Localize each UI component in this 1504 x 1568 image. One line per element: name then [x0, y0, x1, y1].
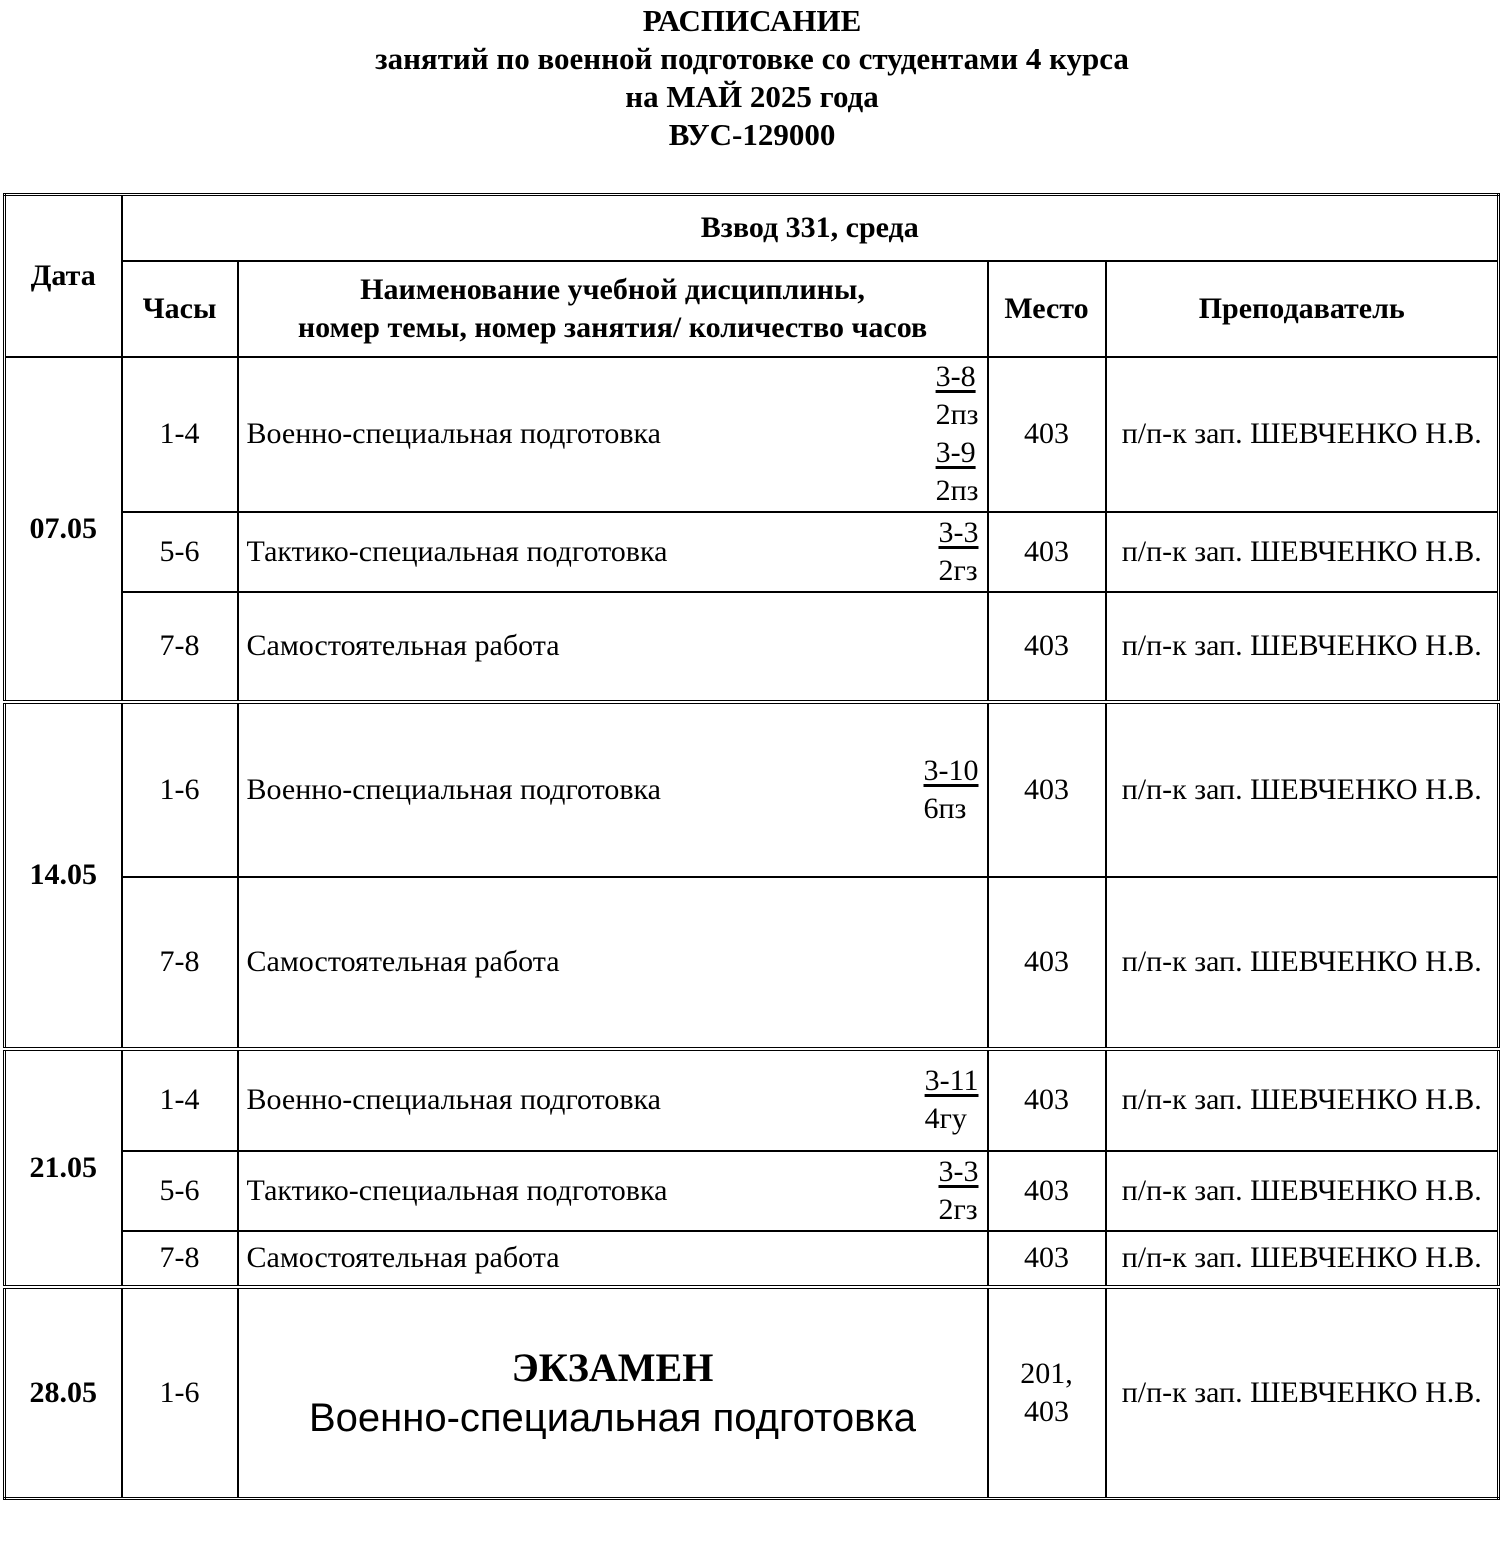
lesson-codes	[936, 358, 979, 510]
discipline-wrap	[239, 514, 987, 590]
table-row	[5, 1151, 1499, 1231]
header-discipline-line2: номер темы, номер занятия/ количество часов	[297, 310, 928, 344]
place-cell: 403	[988, 1049, 1106, 1151]
discipline-wrap	[239, 945, 987, 979]
discipline-wrap	[239, 1153, 987, 1229]
hours-cell: 1-6	[122, 702, 238, 877]
topic-lesson-number: 3-8	[935, 360, 976, 393]
header-place: Место	[988, 261, 1106, 357]
table-row	[5, 512, 1499, 592]
place-cell: 403	[988, 702, 1106, 877]
topic-lesson-number: 3-10	[923, 753, 979, 787]
table-row	[5, 1049, 1499, 1151]
discipline-name: Тактико-специальная подготовка	[246, 534, 668, 568]
hours-cell: 5-6	[122, 1151, 238, 1231]
header-teacher: Преподаватель	[1106, 261, 1499, 357]
teacher-cell: п/п-к зап. ШЕВЧЕНКО Н.В.	[1106, 512, 1499, 592]
hours-cell: 7-8	[122, 1231, 238, 1287]
lesson-codes	[925, 1062, 979, 1138]
lesson-hours-type: 2гз	[938, 553, 978, 587]
table-row	[5, 357, 1499, 512]
table-row	[5, 592, 1499, 702]
date-cell: 21.05	[5, 1049, 122, 1287]
schedule-table	[3, 193, 1500, 1500]
date-cell: 07.05	[5, 357, 122, 702]
discipline-wrap	[239, 1241, 987, 1275]
discipline-name: Самостоятельная работа	[246, 1241, 560, 1274]
place-cell: 403	[988, 877, 1106, 1049]
header-platoon: Взвод 331, среда	[122, 195, 1499, 261]
header-date: Дата	[5, 195, 122, 357]
discipline-cell	[238, 1049, 988, 1151]
discipline-wrap	[239, 752, 987, 828]
discipline-cell	[238, 592, 988, 702]
discipline-wrap	[239, 358, 987, 510]
doc-title: РАСПИСАНИЕ	[642, 3, 862, 38]
hours-cell: 7-8	[122, 592, 238, 702]
discipline-wrap	[239, 1062, 987, 1138]
teacher-cell: п/п-к зап. ШЕВЧЕНКО Н.В.	[1106, 357, 1499, 512]
place-line: 403	[1024, 1394, 1069, 1428]
discipline-name: Тактико-специальная подготовка	[246, 1173, 668, 1207]
topic-lesson-number: 3-3	[938, 1154, 979, 1188]
hours-cell: 5-6	[122, 512, 238, 592]
doc-specialty-code: ВУС-129000	[668, 117, 836, 152]
topic-lesson-number: 3-3	[938, 515, 979, 549]
teacher-cell: п/п-к зап. ШЕВЧЕНКО Н.В.	[1106, 877, 1499, 1049]
place-cell: 403	[988, 512, 1106, 592]
place-cell: 403	[988, 357, 1106, 512]
topic-lesson-number: 3-9	[935, 436, 976, 469]
exam-discipline: Военно-специальная подготовка	[308, 1395, 917, 1440]
date-cell: 14.05	[5, 702, 122, 1049]
discipline-cell	[238, 512, 988, 592]
discipline-name: Военно-специальная подготовка	[246, 772, 661, 806]
header-discipline	[238, 261, 988, 357]
exam-row	[5, 1287, 1499, 1499]
document-header	[0, 2, 1504, 154]
date-cell: 28.05	[5, 1287, 122, 1499]
header-hours: Часы	[122, 261, 238, 357]
hours-cell: 1-4	[122, 1049, 238, 1151]
lesson-codes	[924, 752, 979, 828]
discipline-cell	[238, 1231, 988, 1287]
teacher-cell: п/п-к зап. ШЕВЧЕНКО Н.В.	[1106, 592, 1499, 702]
discipline-name: Военно-специальная подготовка	[246, 1083, 661, 1116]
lesson-hours-type: 4гу	[924, 1102, 967, 1135]
table-row	[5, 702, 1499, 877]
teacher-cell: п/п-к зап. ШЕВЧЕНКО Н.В.	[1106, 1151, 1499, 1231]
discipline-name: Самостоятельная работа	[246, 945, 560, 978]
doc-period: на МАЙ 2025 года	[625, 79, 879, 114]
table-row	[5, 877, 1499, 1049]
lesson-codes	[939, 1153, 979, 1229]
topic-lesson-number: 3-11	[924, 1064, 979, 1097]
lesson-codes	[939, 514, 979, 590]
lesson-hours-type: 2пз	[935, 474, 979, 507]
lesson-hours-type: 2пз	[935, 398, 979, 431]
doc-subtitle: занятий по военной подготовке со студентами 4 курса	[375, 41, 1129, 76]
discipline-cell	[238, 877, 988, 1049]
discipline-name: Военно-специальная подготовка	[246, 417, 661, 450]
place-cell: 403	[988, 1151, 1106, 1231]
table-row	[5, 1231, 1499, 1287]
hours-cell: 1-6	[122, 1287, 238, 1499]
lesson-hours-type: 2гз	[938, 1192, 978, 1226]
place-cell	[988, 1287, 1106, 1499]
teacher-cell: п/п-к зап. ШЕВЧЕНКО Н.В.	[1106, 1287, 1499, 1499]
teacher-cell: п/п-к зап. ШЕВЧЕНКО Н.В.	[1106, 1049, 1499, 1151]
exam-cell	[238, 1287, 988, 1499]
lesson-hours-type: 6пз	[923, 791, 967, 825]
teacher-cell: п/п-к зап. ШЕВЧЕНКО Н.В.	[1106, 702, 1499, 877]
hours-cell: 1-4	[122, 357, 238, 512]
discipline-cell	[238, 1151, 988, 1231]
place-cell: 403	[988, 1231, 1106, 1287]
place-line: 201,	[1020, 1356, 1073, 1390]
discipline-cell	[238, 357, 988, 512]
discipline-name: Самостоятельная работа	[246, 629, 560, 662]
place-cell: 403	[988, 592, 1106, 702]
hours-cell: 7-8	[122, 877, 238, 1049]
discipline-cell	[238, 702, 988, 877]
teacher-cell: п/п-к зап. ШЕВЧЕНКО Н.В.	[1106, 1231, 1499, 1287]
exam-title: ЭКЗАМЕН	[511, 1344, 714, 1390]
discipline-wrap	[239, 629, 987, 663]
header-discipline-line1: Наименование учебной дисциплины,	[360, 272, 865, 306]
